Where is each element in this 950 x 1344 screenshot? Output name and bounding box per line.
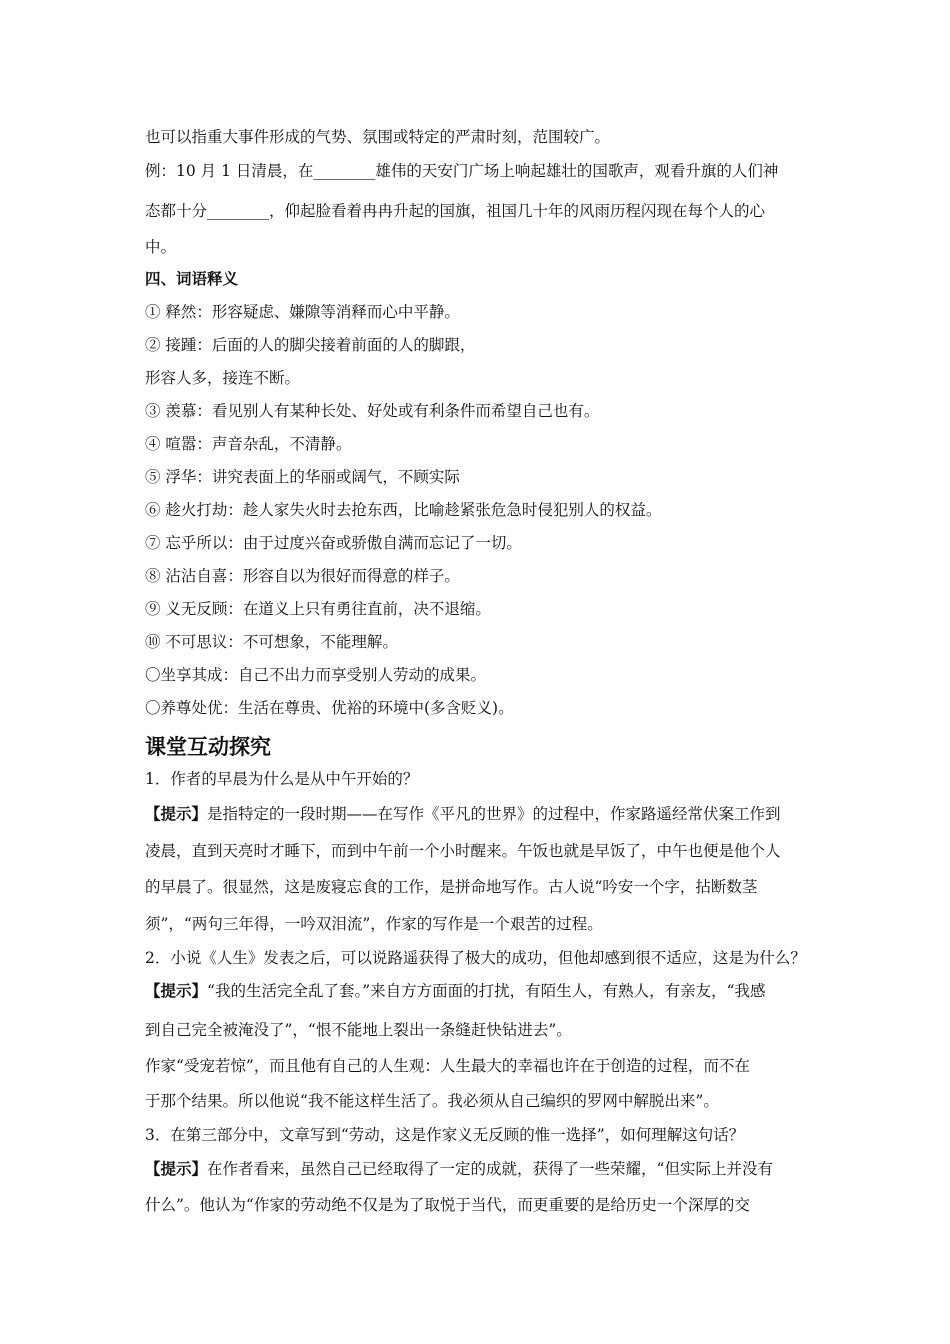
tip-label: 【提示】 [145, 805, 208, 823]
definition-item: ⑥ 趁火打劫：趁人家失火时去抢东西，比喻趁紧张危急时侵犯别人的权益。 [145, 501, 662, 519]
question-2: 2．小说《人生》发表之后，可以说路遥获得了极大的成功，但他却感到很不适应，这是为什么？ [145, 949, 806, 967]
definition-item: 〇坐享其成：自己不出力而享受别人劳动的成果。 [145, 666, 487, 684]
answer-2-line: 【提示】“我的生活完全乱了套。”来自方方面面的打扰，有陌生人，有熟人，有亲友，“我感 [145, 982, 766, 1000]
answer-1-line: 须”，“两句三年得，一吟双泪流”，作家的写作是一个艰苦的过程。 [145, 915, 603, 933]
definition-item: ⑧ 沾沾自喜：形容自以为很好而得意的样子。 [145, 567, 460, 585]
section-heading-classroom-inquiry: 课堂互动探究 [145, 735, 271, 759]
definition-item: ② 接踵：后面的人的脚尖接着前面的人的脚跟， [145, 336, 476, 354]
definition-item: ③ 羡慕：看见别人有某种长处、好处或有利条件而希望自己也有。 [145, 402, 600, 420]
answer-2-line: 作家“受宠若惊”，而且他有自己的人生观：人生最大的幸福也许在于创造的过程，而不在 [145, 1057, 750, 1075]
definition-item: ① 释然：形容疑虑、嫌隙等消释而心中平静。 [145, 303, 460, 321]
definition-item: ⑨ 义无反顾：在道义上只有勇往直前，决不退缩。 [145, 600, 491, 618]
definition-item: ⑤ 浮华：讲究表面上的华丽或阔气，不顾实际 [145, 468, 460, 486]
example-line: 例：10 月 1 日清晨，在________雄伟的天安门广场上响起雄壮的国歌声，观看升旗的人们神 [145, 162, 779, 180]
question-1: 1．作者的早晨为什么是从中午开始的？ [145, 770, 419, 788]
answer-2-line: 于那个结果。所以他说“我不能这样生活了。我必须从自己编织的罗网中解脱出来”。 [145, 1092, 719, 1110]
definition-item: ④ 喧嚣：声音杂乱，不清静。 [145, 435, 352, 453]
answer-1-line: 凌晨，直到天亮时才睡下，而到中午前一个小时醒来。午饭也就是早饭了，中午也便是他个人 [145, 842, 781, 860]
definition-item: ⑩ 不可思议：不可想象，不能理解。 [145, 633, 398, 651]
tip-label: 【提示】 [145, 1160, 208, 1178]
tip-label: 【提示】 [145, 982, 208, 1000]
answer-1-line: 的早晨了。很显然，这是废寝忘食的工作，是拼命地写作。古人说“吟安一个字，拈断数茎 [145, 878, 758, 896]
text-line: 也可以指重大事件形成的气势、氛围或特定的严肃时刻，范围较广。 [145, 128, 611, 146]
text-line: 态都十分________，仰起脸看着冉冉升起的国旗，祖国几十年的风雨历程闪现在每个人的心 [145, 202, 766, 220]
answer-1-line: 【提示】是指特定的一段时期——在写作《平凡的世界》的过程中，作家路遥经常伏案工作到 [145, 805, 781, 823]
section-heading-word-definitions: 四、词语释义 [145, 270, 239, 288]
definition-item: ⑦ 忘乎所以：由于过度兴奋或骄傲自满而忘记了一切。 [145, 534, 522, 552]
definition-item: 形容人多，接连不断。 [145, 369, 301, 387]
answer-3-line: 【提示】在作者看来，虽然自己已经取得了一定的成就，获得了一些荣耀，“但实际上并没有 [145, 1160, 773, 1178]
answer-2-line: 到自己完全被淹没了”，“恨不能地上裂出一条缝赶快钻进去”。 [145, 1021, 572, 1039]
text-line: 中。 [145, 238, 177, 256]
definition-item: 〇养尊处优：生活在尊贵、优裕的环境中(多含贬义)。 [145, 699, 514, 717]
answer-3-line: 什么”。他认为“作家的劳动绝不仅是为了取悦于当代，而更重要的是给历史一个深厚的交 [145, 1196, 750, 1214]
question-3: 3．在第三部分中，文章写到“劳动，这是作家义无反顾的惟一选择”，如何理解这句话？ [145, 1126, 745, 1144]
